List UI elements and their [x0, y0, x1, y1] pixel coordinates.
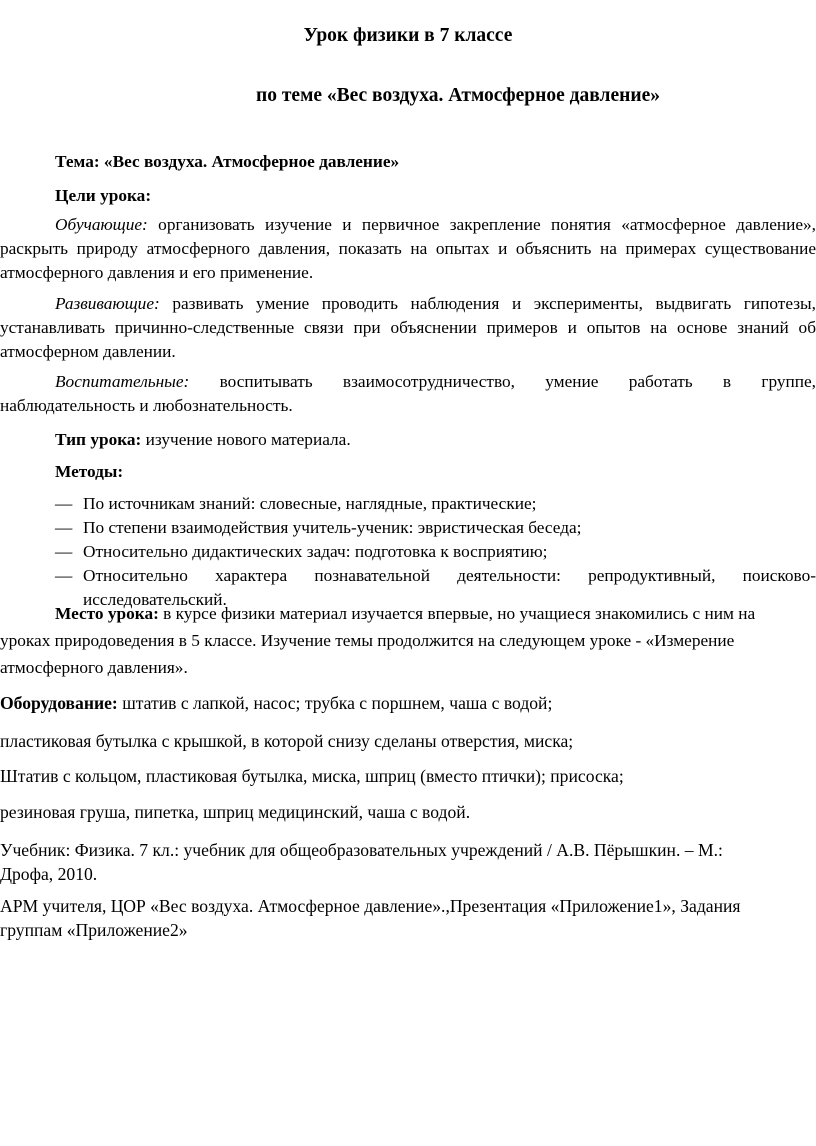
goals-educational-line2: наблюдательность и любознательность.: [0, 396, 293, 415]
lesson-type-value: изучение нового материала.: [145, 430, 351, 449]
goals-teaching-text: организовать изучение и первичное закрепление понятия «атмосферное давление», раскрыть природу атмосферного давления, показать на опытах и объяснить на примерах существование атмосферного давления и его применение.: [0, 215, 816, 282]
methods-item-text: Относительно характера познавательной деятельности: репродуктивный, поисково-исследовательский.: [83, 566, 816, 609]
place-label: Место урока:: [55, 604, 159, 623]
methods-heading: Методы:: [55, 462, 124, 481]
lesson-type-line: [55, 428, 816, 452]
methods-item-text: Относительно дидактических задач: подготовка к восприятию;: [83, 542, 548, 561]
goals-educational-label: Воспитательные:: [55, 372, 190, 391]
methods-list: [55, 492, 816, 612]
goals-educational-text1: воспитывать взаимосотрудничество, умение работать в группе,: [219, 372, 816, 391]
textbook-paragraph: [0, 838, 816, 886]
place-line1: [0, 602, 816, 626]
dash-bullet: —: [55, 566, 73, 585]
topic-line: [55, 150, 816, 174]
goals-developing-text: развивать умение проводить наблюдения и эксперименты, выдвигать гипотезы, устанавливать причинно-следственные связи при объяснении примеров и опытов на основе знаний об атмосферном давлении.: [0, 294, 816, 361]
equipment-line4: резиновая груша, пипетка, шприц медицинский, чаша с водой.: [0, 802, 471, 822]
goals-teaching-label: Обучающие:: [55, 215, 148, 234]
dash-bullet: —: [55, 542, 73, 561]
topic-label: Тема:: [55, 152, 100, 171]
lesson-type-label: Тип урока:: [55, 430, 142, 449]
place-text1: в курсе физики материал изучается впервые, но учащиеся знакомились с ним на: [163, 604, 756, 623]
place-line2: уроках природоведения в 5 классе. Изучение темы продолжится на следующем уроке - «Измерение: [0, 631, 735, 650]
goals-heading: Цели урока:: [55, 186, 152, 205]
place-line3: атмосферного давления».: [0, 658, 188, 677]
methods-item-text: По степени взаимодействия учитель-ученик: эвристическая беседа;: [83, 518, 582, 537]
list-item: [55, 540, 816, 564]
equipment-label: Оборудование:: [0, 693, 118, 713]
equipment-line3: Штатив с кольцом, пластиковая бутылка, миска, шприц (вместо птички); присоска;: [0, 766, 624, 786]
document-title: Урок физики в 7 классе: [303, 25, 513, 46]
equipment-text1: штатив с лапкой, насос; трубка с поршнем, чаша с водой;: [122, 693, 553, 713]
equipment-line1: [0, 691, 816, 715]
dash-bullet: —: [55, 494, 73, 513]
list-item: [55, 516, 816, 540]
place-paragraph: [0, 602, 816, 680]
goals-developing-paragraph: [0, 292, 816, 364]
textbook-line2: Дрофа, 2010.: [0, 864, 98, 884]
arm-paragraph: [0, 894, 816, 942]
arm-line2: группам «Приложение2»: [0, 920, 188, 940]
textbook-line1: Учебник: Физика. 7 кл.: учебник для общеобразовательных учреждений / А.В. Пёрышкин. – М.:: [0, 840, 723, 860]
document-subtitle: по теме «Вес воздуха. Атмосферное давление»: [255, 85, 661, 106]
goals-developing-label: Развивающие:: [55, 294, 160, 313]
dash-bullet: —: [55, 518, 73, 537]
arm-line1: АРМ учителя, ЦОР «Вес воздуха. Атмосферное давление».,Презентация «Приложение1», Задания: [0, 896, 741, 916]
topic-value: «Вес воздуха. Атмосферное давление»: [103, 152, 400, 171]
goals-educational-paragraph: [0, 370, 816, 418]
methods-item-text: По источникам знаний: словесные, наглядные, практические;: [83, 494, 537, 513]
equipment-line2: пластиковая бутылка с крышкой, в которой снизу сделаны отверстия, миска;: [0, 731, 574, 751]
list-item: [55, 492, 816, 516]
goals-educational-line1: [0, 370, 816, 394]
goals-teaching-paragraph: [0, 213, 816, 285]
